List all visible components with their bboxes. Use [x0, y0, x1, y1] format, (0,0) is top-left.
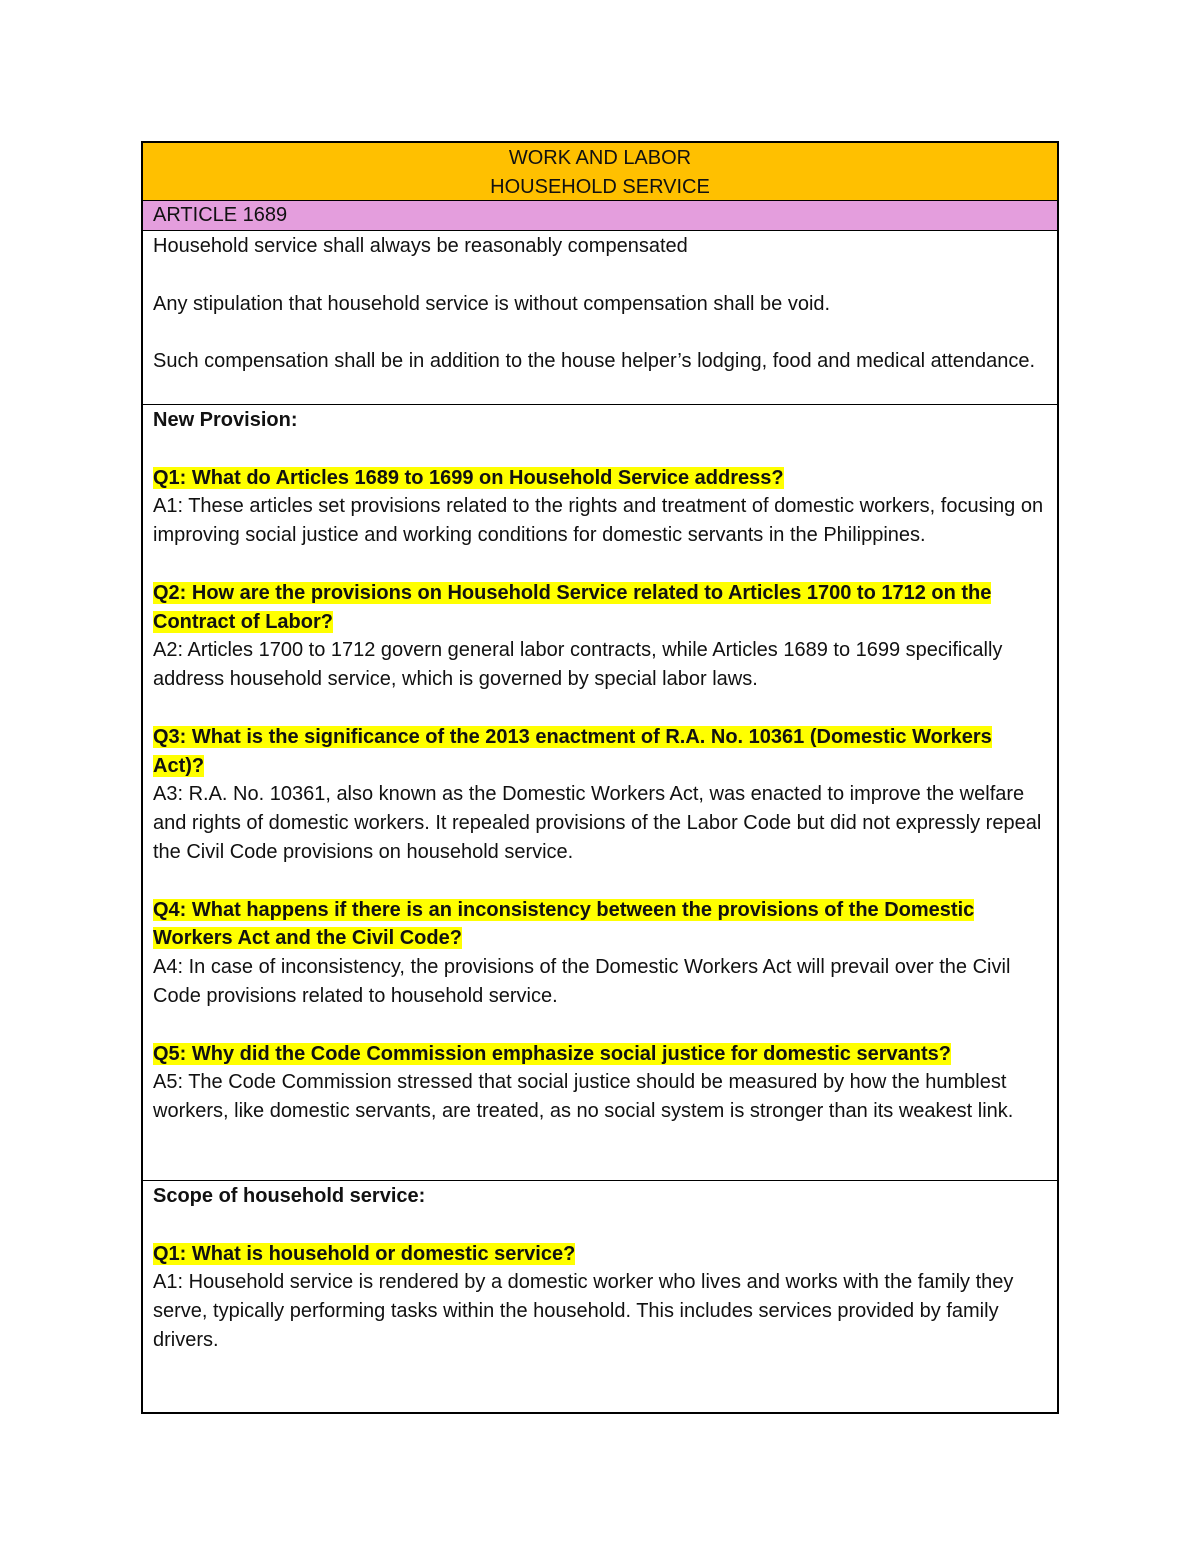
article-paragraph: Any stipulation that household service is without compensation shall be void.: [153, 292, 831, 315]
article-label-row: [143, 201, 1057, 231]
answer-text: A3: R.A. No. 10361, also known as the Domestic Workers Act, was enacted to improve the welfare and rights of domestic workers. It repealed provisions of the Labor Code but did not expressly repeal the Civil Code provisions on household service.: [153, 783, 1042, 863]
article-label: ARTICLE 1689: [153, 204, 288, 226]
answer-text: A1: These articles set provisions related to the rights and treatment of domestic workers, focusing on improving social justice and working conditions for domestic servants in the Philippines.: [153, 495, 1044, 547]
document-table: [141, 141, 1059, 1414]
qa-item: [153, 579, 1047, 694]
article-text-row: [143, 231, 1057, 405]
article-paragraph: Such compensation shall be in addition to the house helper’s lodging, food and medical attendance.: [153, 350, 1036, 373]
new-provision-row: [143, 405, 1057, 1181]
scope-row: [143, 1181, 1057, 1412]
heading-line-1: WORK AND LABOR: [508, 147, 692, 169]
answer-text: A1: Household service is rendered by a domestic worker who lives and works with the family they serve, typically performing tasks within the household. This includes services provided by family drivers.: [153, 1271, 1014, 1351]
qa-item: [153, 723, 1047, 867]
question-text: Q3: What is the significance of the 2013 enactment of R.A. No. 10361 (Domestic Workers Act)?: [153, 725, 992, 777]
new-provision-title: New Provision:: [153, 409, 298, 431]
answer-text: A2: Articles 1700 to 1712 govern general labor contracts, while Articles 1689 to 1699 specifically address household service, which is governed by special labor laws.: [153, 639, 1003, 691]
qa-item: [153, 1040, 1047, 1126]
answer-text: A4: In case of inconsistency, the provisions of the Domestic Workers Act will prevail over the Civil Code provisions related to household service.: [153, 956, 1011, 1007]
qa-item: [153, 896, 1047, 1011]
qa-item: [153, 464, 1047, 550]
qa-item: [153, 1240, 1047, 1355]
question-text: Q2: How are the provisions on Household Service related to Articles 1700 to 1712 on the Contract of Labor?: [153, 581, 992, 633]
question-text: Q1: What do Articles 1689 to 1699 on Household Service address?: [153, 466, 784, 489]
question-text: Q1: What is household or domestic service?: [153, 1242, 576, 1265]
scope-title: Scope of household service:: [153, 1185, 426, 1207]
answer-text: A5: The Code Commission stressed that social justice should be measured by how the humblest workers, like domestic servants, are treated, as no social system is stronger than its weakest link.: [153, 1071, 1014, 1123]
question-text: Q5: Why did the Code Commission emphasize social justice for domestic servants?: [153, 1042, 951, 1065]
article-paragraph: Household service shall always be reasonably compensated: [153, 235, 688, 257]
heading-line-2: HOUSEHOLD SERVICE: [490, 176, 710, 198]
question-text: Q4: What happens if there is an inconsistency between the provisions of the Domestic Workers Act and the Civil Code?: [153, 898, 975, 950]
table-heading-row: [143, 143, 1057, 201]
